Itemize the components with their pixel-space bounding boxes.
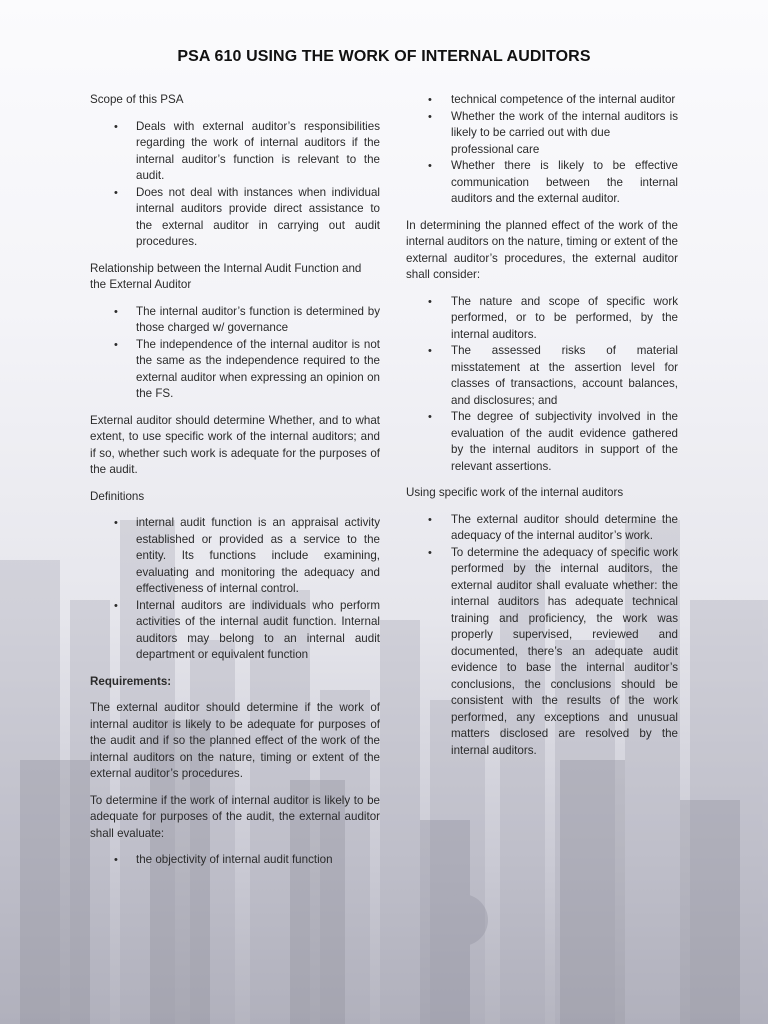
relationship-list	[90, 304, 380, 403]
list-item: • To determine the adequacy of specific work performed by the internal auditors, the external auditor shall evaluate whether: the internal auditors has adequate technical training and proficiency, the work was properly supervised, reviewed and documented, there’s an adequate audit evidence to base the internal auditor’s conclusions, the conclusions should be consistent with the results of the work performed, any exceptions and unusual matters disclosed are resolved by the internal auditors.	[406, 545, 678, 760]
list-item: • Does not deal with instances when individual internal auditors provide direct assistance to the external auditor in carrying out audit procedures.	[90, 185, 380, 251]
list-item: • Internal auditors are individuals who perform activities of the internal audit function. Internal auditors may belong to an internal audit department or equivalent function	[90, 598, 380, 664]
using-work-heading: Using specific work of the internal auditors	[406, 486, 624, 499]
right-column	[406, 92, 678, 769]
list-item: • Deals with external auditor’s responsibilities regarding the work of internal auditors if the internal auditor’s function is relevant to the audit.	[90, 119, 380, 185]
list-item-text: Whether the work of the internal auditors is likely to be carried out with due	[451, 109, 678, 139]
list-item: • The assessed risks of material misstatement at the assertion level for classes of transactions, account balances, and disclosures; and	[406, 343, 678, 409]
list-item: • The internal auditor’s function is determined by those charged w/ governance	[90, 304, 380, 337]
requirements-heading: Requirements:	[90, 674, 172, 688]
definitions-list	[90, 515, 380, 664]
page-title: PSA 610 USING THE WORK OF INTERNAL AUDITORS	[177, 48, 591, 65]
list-item: • The external auditor should determine the adequacy of the internal auditor’s work.	[406, 512, 678, 545]
left-column	[90, 92, 380, 879]
scope-list	[90, 119, 380, 251]
external-auditor-paragraph: External auditor should determine Whether, and to what extent, to use specific work of the internal auditors; and if so, whether such work is adequate for the purposes of the audit.	[90, 413, 380, 476]
list-item: • The degree of subjectivity involved in the evaluation of the audit evidence gathered by the internal auditors in support of the relevant assertions.	[406, 409, 678, 475]
list-item: • the objectivity of internal audit function	[90, 852, 380, 869]
relationship-heading: Relationship between the Internal Audit Function and the External Auditor	[90, 261, 362, 291]
list-item	[406, 109, 678, 159]
list-item: • internal audit function is an appraisal activity established or provided as a service to the entity. Its functions include examining, evaluating and monitoring the adequacy and effectiveness of internal control.	[90, 515, 380, 598]
requirements-paragraph: The external auditor should determine if the work of internal auditor is likely to be adequate for purposes of the audit and if so the planned effect of the work of the internal auditors on the nature, timing or extent of the external auditor’s procedures.	[90, 701, 380, 780]
planned-effect-list	[406, 294, 678, 476]
list-item-continuation: professional care	[451, 142, 540, 156]
definitions-heading: Definitions	[90, 489, 145, 503]
adequacy-list	[90, 852, 380, 869]
using-work-list	[406, 512, 678, 760]
adequacy-paragraph: To determine if the work of internal auditor is likely to be adequate for purposes of the audit, the external auditor shall evaluate:	[90, 793, 380, 840]
list-item: • The nature and scope of specific work performed, or to be performed, by the internal auditors.	[406, 294, 678, 344]
evaluation-list	[406, 92, 678, 208]
list-item: • The independence of the internal auditor is not the same as the independence required to the external auditor when expressing an opinion on the FS.	[90, 337, 380, 403]
list-item: • Whether there is likely to be effective communication between the internal auditors and the external auditor.	[406, 158, 678, 208]
scope-heading: Scope of this PSA	[90, 93, 184, 106]
planned-effect-paragraph: In determining the planned effect of the work of the internal auditors on the nature, timing or extent of the external auditor’s procedures, the external auditor shall consider:	[406, 218, 678, 281]
list-item: • technical competence of the internal auditor	[406, 92, 678, 109]
